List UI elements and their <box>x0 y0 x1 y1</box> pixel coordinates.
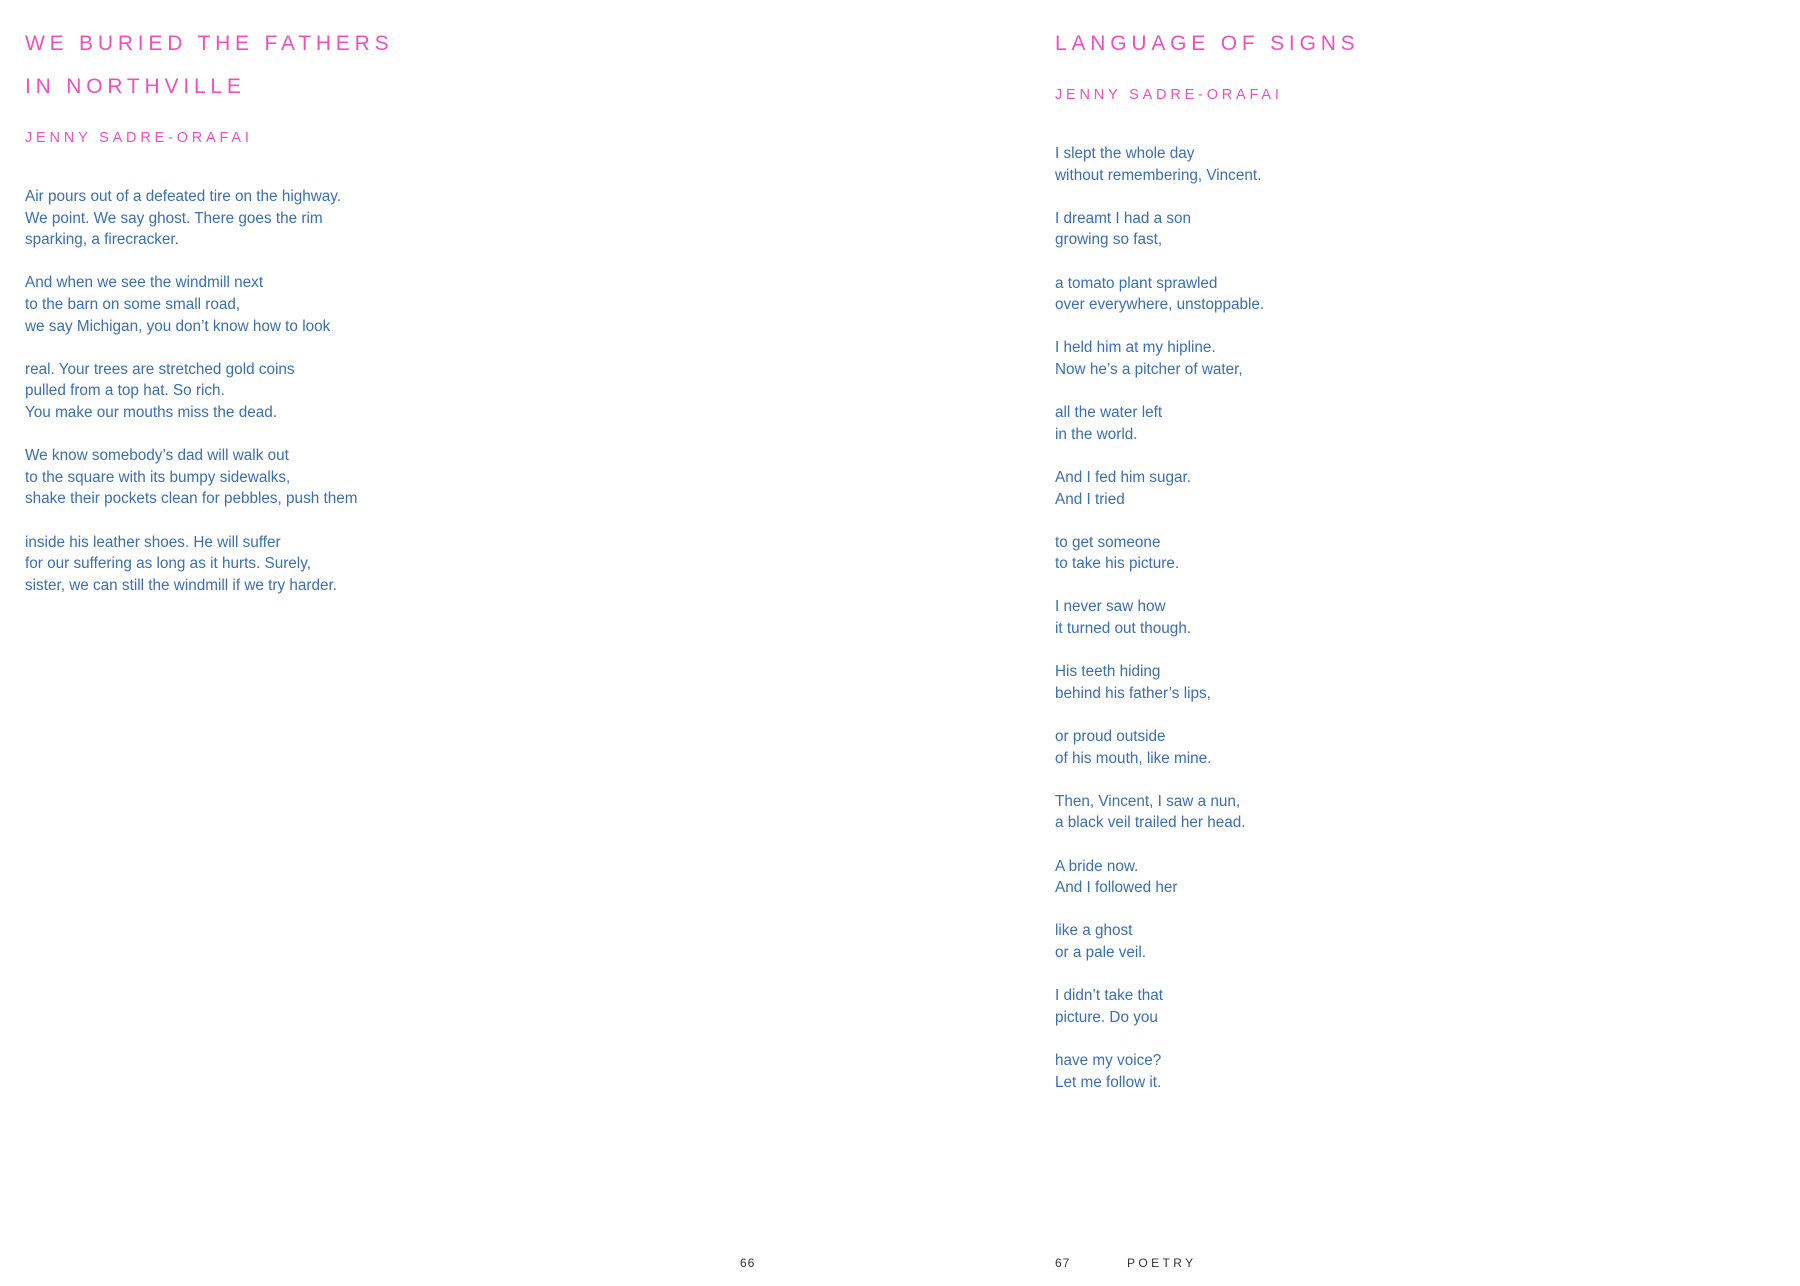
verse-line: in the world. <box>1055 425 1138 443</box>
right-page <box>900 0 1800 1286</box>
stanza <box>1055 596 1359 639</box>
poem-we-buried-the-fathers <box>25 22 393 618</box>
verse-line: I dreamt I had a son <box>1055 209 1192 227</box>
stanza <box>1055 208 1359 251</box>
stanza <box>1055 791 1359 834</box>
verse-line: I didn’t take that <box>1055 987 1163 1005</box>
verse-line: without remembering, Vincent. <box>1055 166 1262 184</box>
verse-line: like a ghost <box>1055 922 1133 940</box>
poem-author: JENNY SADRE-ORAFAI <box>1055 87 1283 103</box>
stanza <box>1055 661 1359 704</box>
verse-line: I held him at my hipline. <box>1055 339 1216 357</box>
verse-line: a tomato plant sprawled <box>1055 274 1218 292</box>
stanza <box>25 359 393 424</box>
poem-title-line-2: IN NORTHVILLE <box>25 75 246 98</box>
verse-line: to the barn on some small road, <box>25 295 241 313</box>
verse-line: it turned out though. <box>1055 620 1192 638</box>
verse-line: we say Michigan, you don’t know how to look <box>25 317 331 335</box>
verse-line: I never saw how <box>1055 598 1166 616</box>
verse-line: to take his picture. <box>1055 555 1180 573</box>
stanza <box>1055 273 1359 316</box>
stanza <box>25 445 393 510</box>
verse-line: Then, Vincent, I saw a nun, <box>1055 792 1241 810</box>
verse-line: A bride now. <box>1055 857 1139 875</box>
verse-line: And I fed him sugar. <box>1055 468 1192 486</box>
stanza <box>1055 726 1359 769</box>
verse-line: picture. Do you <box>1055 1008 1158 1026</box>
stanza <box>1055 856 1359 899</box>
stanza <box>1055 467 1359 510</box>
verse-line: Let me follow it. <box>1055 1073 1162 1091</box>
poem-body <box>25 186 393 596</box>
stanza <box>1055 532 1359 575</box>
verse-line: real. Your trees are stretched gold coins <box>25 360 295 378</box>
page-number: 66 <box>740 1256 756 1270</box>
verse-line: We know somebody’s dad will walk out <box>25 447 289 465</box>
stanza <box>25 532 393 597</box>
verse-line: You make our mouths miss the dead. <box>25 403 277 421</box>
verse-line: all the water left <box>1055 404 1163 422</box>
stanza <box>25 272 393 337</box>
verse-line: a black veil trailed her head. <box>1055 814 1246 832</box>
verse-line: And I followed her <box>1055 879 1178 897</box>
verse-line: to the square with its bumpy sidewalks, <box>25 468 291 486</box>
verse-line: shake their pockets clean for pebbles, push them <box>25 490 358 508</box>
stanza <box>1055 402 1359 445</box>
stanza <box>1055 985 1359 1028</box>
stanza <box>1055 337 1359 380</box>
verse-line: Now he’s a pitcher of water, <box>1055 360 1243 378</box>
poem-body <box>1055 143 1359 1093</box>
poem-author: JENNY SADRE-ORAFAI <box>25 130 253 146</box>
verse-line: And when we see the windmill next <box>25 274 264 292</box>
verse-line: or a pale veil. <box>1055 943 1146 961</box>
running-head-section: POETRY <box>1127 1256 1197 1270</box>
poem-title-line-1: LANGUAGE OF SIGNS <box>1055 32 1360 55</box>
verse-line: behind his father’s lips, <box>1055 684 1211 702</box>
verse-line: His teeth hiding <box>1055 663 1161 681</box>
verse-line: sparking, a firecracker. <box>25 231 179 249</box>
verse-line: I slept the whole day <box>1055 145 1195 162</box>
stanza <box>1055 143 1359 186</box>
verse-line: We point. We say ghost. There goes the rim <box>25 209 323 227</box>
verse-line: to get someone <box>1055 533 1161 551</box>
verse-line: inside his leather shoes. He will suffer <box>25 533 281 551</box>
stanza <box>1055 1050 1359 1093</box>
verse-line: And I tried <box>1055 490 1125 508</box>
verse-line: pulled from a top hat. So rich. <box>25 382 225 400</box>
verse-line: sister, we can still the windmill if we try harder. <box>25 576 337 594</box>
verse-line: Air pours out of a defeated tire on the highway. <box>25 188 342 205</box>
verse-line: over everywhere, unstoppable. <box>1055 296 1265 314</box>
poem-language-of-signs <box>1055 22 1359 1115</box>
verse-line: for our suffering as long as it hurts. Surely, <box>25 555 311 573</box>
page-number: 67 <box>1055 1256 1071 1270</box>
poem-title-line-1: WE BURIED THE FATHERS <box>25 32 394 55</box>
verse-line: or proud outside <box>1055 728 1166 746</box>
verse-line: have my voice? <box>1055 1051 1162 1069</box>
verse-line: of his mouth, like mine. <box>1055 749 1212 767</box>
verse-line: growing so fast, <box>1055 231 1163 249</box>
stanza <box>25 186 393 251</box>
stanza <box>1055 920 1359 963</box>
